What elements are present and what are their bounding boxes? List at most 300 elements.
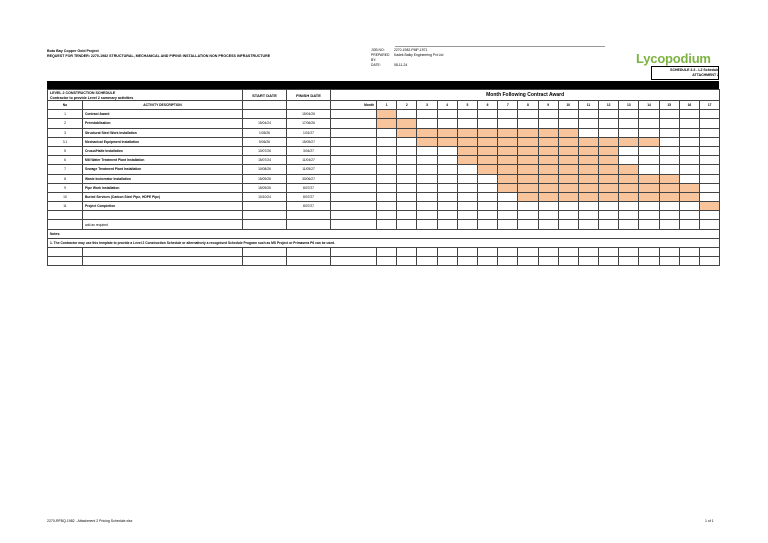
finish-date: 30/06/27 <box>287 174 331 183</box>
gantt-cell <box>417 174 437 183</box>
gantt-cell <box>477 119 497 128</box>
gantt-bar-cell <box>498 165 518 174</box>
gantt-bar-cell <box>498 156 518 165</box>
gantt-cell <box>498 119 518 128</box>
gantt-cell <box>679 110 699 119</box>
prepared-label: PREPARED BY: <box>371 53 390 62</box>
blank-cell <box>457 248 477 257</box>
gantt-cell <box>659 119 679 128</box>
blank-cell <box>700 257 720 266</box>
blank-cell <box>397 257 417 266</box>
blank-cell <box>377 257 397 266</box>
gantt-cell <box>659 202 679 211</box>
gantt-cell <box>619 146 639 155</box>
month-following-header: Month Following Contract Award <box>331 90 720 101</box>
blank-cell <box>679 220 699 229</box>
gantt-bar-cell <box>700 202 720 211</box>
gantt-cell <box>679 202 699 211</box>
gantt-cell <box>659 165 679 174</box>
gantt-bar-cell <box>599 156 619 165</box>
gantt-bar-cell <box>538 146 558 155</box>
finish-date: 8/07/27 <box>287 192 331 201</box>
gantt-cell <box>639 202 659 211</box>
gantt-bar-cell <box>397 119 417 128</box>
gantt-cell <box>397 183 417 192</box>
month-label-blank <box>331 165 377 174</box>
blank-cell <box>437 257 457 266</box>
gantt-cell <box>477 183 497 192</box>
add-as-required: add as required <box>83 220 243 229</box>
gantt-bar-cell <box>578 183 598 192</box>
footer-page: 1 of 1 <box>705 519 714 523</box>
gantt-cell <box>599 119 619 128</box>
finish-date: 3/04/27 <box>287 146 331 155</box>
gantt-bar-cell <box>457 146 477 155</box>
blank-cell <box>287 211 331 220</box>
row-number: 3.1 <box>48 137 83 146</box>
blank-row <box>48 211 720 220</box>
start-date: 1/05/26 <box>243 128 287 137</box>
blank-cell <box>619 248 639 257</box>
month-label: Month <box>331 101 377 110</box>
blank-cell <box>619 220 639 229</box>
gantt-bar-cell <box>498 128 518 137</box>
gantt-cell <box>679 174 699 183</box>
finish-header-blank <box>287 101 331 110</box>
gantt-bar-cell <box>477 137 497 146</box>
month-header: 1 <box>377 101 397 110</box>
start-date: 10/07/26 <box>243 146 287 155</box>
blank-cell <box>599 248 619 257</box>
month-label-blank <box>331 183 377 192</box>
gantt-cell <box>578 110 598 119</box>
gantt-bar-cell <box>498 183 518 192</box>
blank-cell <box>477 220 497 229</box>
gantt-cell <box>417 183 437 192</box>
month-label-blank <box>331 146 377 155</box>
gantt-cell <box>377 137 397 146</box>
blank-cell <box>377 220 397 229</box>
month-header: 11 <box>578 101 598 110</box>
row-number: 8 <box>48 174 83 183</box>
gantt-cell <box>477 202 497 211</box>
gantt-cell <box>417 156 437 165</box>
blank-cell <box>417 257 437 266</box>
gantt-bar-cell <box>679 183 699 192</box>
blank-cell <box>619 257 639 266</box>
gantt-cell <box>700 192 720 201</box>
level-subtitle: Contractor to provide Level 2 summary activities <box>50 95 134 100</box>
gantt-bar-cell <box>397 128 417 137</box>
activity-description: Sewage Treatment Plant Installation <box>83 165 243 174</box>
blank-cell <box>679 248 699 257</box>
month-header: 14 <box>639 101 659 110</box>
gantt-bar-cell <box>417 128 437 137</box>
gantt-cell <box>700 183 720 192</box>
gantt-bar-cell <box>599 165 619 174</box>
gantt-bar-cell <box>518 156 538 165</box>
row-number: 2 <box>48 119 83 128</box>
row-number: 10 <box>48 192 83 201</box>
blank-cell <box>679 211 699 220</box>
gantt-bar-cell <box>659 192 679 201</box>
gantt-bar-cell <box>518 165 538 174</box>
start-date: 5/06/26 <box>243 137 287 146</box>
start-date: 10/10/24 <box>243 192 287 201</box>
finish-date: 8/07/27 <box>287 183 331 192</box>
level-title-cell <box>48 90 243 101</box>
gantt-cell <box>377 165 397 174</box>
gantt-bar-cell <box>538 165 558 174</box>
row-number: 3 <box>48 128 83 137</box>
row-number: 9 <box>48 183 83 192</box>
blank-cell <box>599 220 619 229</box>
month-header: 6 <box>477 101 497 110</box>
gantt-bar-cell <box>518 183 538 192</box>
gantt-cell <box>639 165 659 174</box>
month-header: 3 <box>417 101 437 110</box>
gantt-bar-cell <box>619 165 639 174</box>
gantt-bar-cell <box>639 183 659 192</box>
blank-cell <box>331 211 377 220</box>
gantt-cell <box>397 192 417 201</box>
gantt-cell <box>679 137 699 146</box>
notes-label-row <box>48 229 720 238</box>
gantt-cell <box>377 183 397 192</box>
blank-cell <box>639 257 659 266</box>
date-value: 08-11-24 <box>394 63 408 67</box>
blank-cell <box>48 211 83 220</box>
gantt-bar-cell <box>558 146 578 155</box>
blank-cell <box>417 211 437 220</box>
blank-cell <box>498 248 518 257</box>
activity-description: Contract Award <box>83 110 243 119</box>
activity-description: Mill Water Treatment Plant Installation <box>83 156 243 165</box>
schedule-row <box>48 183 720 192</box>
blank-cell <box>331 248 377 257</box>
gantt-bar-cell <box>558 174 578 183</box>
gantt-cell <box>578 128 598 137</box>
gantt-bar-cell <box>659 183 679 192</box>
gantt-bar-cell <box>599 146 619 155</box>
blank-cell <box>437 248 457 257</box>
gantt-cell <box>518 202 538 211</box>
blank-cell <box>417 248 437 257</box>
month-label-blank <box>331 156 377 165</box>
blank-cell <box>397 248 417 257</box>
month-header: 2 <box>397 101 417 110</box>
schedule-row <box>48 192 720 201</box>
project-name: Boto Bay Copper Gold Project <box>47 49 99 53</box>
gantt-cell <box>377 156 397 165</box>
gantt-bar-cell <box>599 137 619 146</box>
gantt-cell <box>679 156 699 165</box>
start-header-blank <box>243 101 287 110</box>
gantt-cell <box>417 165 437 174</box>
gantt-bar-cell <box>417 137 437 146</box>
blank-cell <box>518 220 538 229</box>
gantt-cell <box>619 128 639 137</box>
blank-cell <box>243 257 287 266</box>
gantt-bar-cell <box>538 128 558 137</box>
gantt-bar-cell <box>457 128 477 137</box>
gantt-cell <box>457 192 477 201</box>
blank-cell <box>518 257 538 266</box>
gantt-cell <box>700 119 720 128</box>
gantt-cell <box>639 128 659 137</box>
gantt-bar-cell <box>639 192 659 201</box>
gantt-bar-cell <box>558 183 578 192</box>
schedule-row <box>48 174 720 183</box>
gantt-bar-cell <box>558 192 578 201</box>
attachment-label: ATTACHMENT 2 <box>692 73 719 77</box>
blank-cell <box>558 211 578 220</box>
blank-cell <box>83 248 243 257</box>
gantt-cell <box>397 165 417 174</box>
gantt-cell <box>457 174 477 183</box>
gantt-cell <box>659 146 679 155</box>
start-date-header: START DATE <box>243 90 287 101</box>
header-rule <box>395 46 605 47</box>
gantt-cell <box>659 137 679 146</box>
blank-cell <box>659 248 679 257</box>
gantt-cell <box>700 128 720 137</box>
gantt-bar-cell <box>377 119 397 128</box>
blank-cell <box>48 248 83 257</box>
blank-cell <box>599 211 619 220</box>
blank-cell <box>287 248 331 257</box>
blank-cell <box>498 211 518 220</box>
gantt-cell <box>619 202 639 211</box>
schedule-row <box>48 110 720 119</box>
gantt-bar-cell <box>578 137 598 146</box>
row-number: 1 <box>48 110 83 119</box>
start-date: 10/08/26 <box>243 165 287 174</box>
month-header: 10 <box>558 101 578 110</box>
blank-cell <box>679 257 699 266</box>
blank-cell <box>417 220 437 229</box>
gantt-cell <box>397 137 417 146</box>
blank-cell <box>437 220 457 229</box>
gantt-bar-cell <box>578 165 598 174</box>
activity-description: Waste Incinerator Installation <box>83 174 243 183</box>
finish-date: 11/05/27 <box>287 165 331 174</box>
blank-cell <box>700 220 720 229</box>
gantt-cell <box>477 174 497 183</box>
blank-cell <box>377 248 397 257</box>
gantt-cell <box>639 119 659 128</box>
month-label-blank <box>331 128 377 137</box>
header-meta <box>371 48 443 68</box>
blank-cell <box>538 211 558 220</box>
blank-cell <box>243 248 287 257</box>
gantt-cell <box>377 128 397 137</box>
gantt-bar-cell <box>558 128 578 137</box>
month-label-blank <box>331 174 377 183</box>
blank-cell <box>83 257 243 266</box>
gantt-bar-cell <box>377 110 397 119</box>
gantt-bar-cell <box>558 137 578 146</box>
gantt-bar-cell <box>518 128 538 137</box>
gantt-cell <box>437 174 457 183</box>
note-1-row <box>48 238 720 247</box>
gantt-bar-cell <box>599 183 619 192</box>
footer-filename: 2270-RFBQ-1982 - Attachment 2 Pricing Schedule.xlsx <box>47 519 133 523</box>
blank-cell <box>287 220 331 229</box>
finish-date-header: FINISH DATE <box>287 90 331 101</box>
blank-cell <box>538 257 558 266</box>
blank-cell <box>538 220 558 229</box>
gantt-cell <box>457 165 477 174</box>
blank-cell <box>659 211 679 220</box>
request-title: REQUEST FOR TENDER: 2270-1982 STRUCTURAL, MECHANICAL AND PIPING INSTALLATION NON PROCESS INFRASTRUCTURE <box>47 54 271 58</box>
gantt-cell <box>700 146 720 155</box>
activity-description: Preestablisation <box>83 119 243 128</box>
gantt-bar-cell <box>679 192 699 201</box>
gantt-cell <box>639 146 659 155</box>
month-header: 16 <box>679 101 699 110</box>
gantt-cell <box>538 202 558 211</box>
gantt-bar-cell <box>558 165 578 174</box>
gantt-cell <box>397 202 417 211</box>
gantt-cell <box>599 110 619 119</box>
gantt-cell <box>619 119 639 128</box>
start-date: 15/07/24 <box>243 156 287 165</box>
blank-row <box>48 257 720 266</box>
activity-description: Project Completion <box>83 202 243 211</box>
activity-description: Crusoi/Haite Installation <box>83 146 243 155</box>
no-header: No <box>48 101 83 110</box>
gantt-bar-cell <box>498 146 518 155</box>
gantt-cell <box>659 110 679 119</box>
row-number: 7 <box>48 165 83 174</box>
month-label-blank <box>331 192 377 201</box>
gantt-cell <box>659 156 679 165</box>
gantt-bar-cell <box>518 192 538 201</box>
month-header: 13 <box>619 101 639 110</box>
gantt-cell <box>437 202 457 211</box>
gantt-cell <box>397 146 417 155</box>
gantt-cell <box>437 192 457 201</box>
gantt-cell <box>700 156 720 165</box>
blank-cell <box>518 211 538 220</box>
gantt-bar-cell <box>477 156 497 165</box>
schedule-title: SCHEDULE 3.3 - L2 Schedule <box>670 68 719 72</box>
gantt-cell <box>377 146 397 155</box>
gantt-bar-cell <box>477 128 497 137</box>
blank-cell <box>578 220 598 229</box>
gantt-cell <box>498 192 518 201</box>
row-number: 5 <box>48 146 83 155</box>
notes-label: Notes: <box>48 229 720 238</box>
gantt-cell <box>417 146 437 155</box>
blank-cell <box>498 257 518 266</box>
job-no-value: 2270-1982-PMP-1971 <box>394 48 428 52</box>
blank-cell <box>457 220 477 229</box>
blank-cell <box>578 248 598 257</box>
month-header: 9 <box>538 101 558 110</box>
gantt-cell <box>599 128 619 137</box>
gantt-bar-cell <box>518 146 538 155</box>
gantt-cell <box>377 202 397 211</box>
gantt-cell <box>498 202 518 211</box>
gantt-cell <box>659 128 679 137</box>
prepared-value: Kadek Balky Engineering Pvt Ltd <box>394 53 444 57</box>
month-header: 17 <box>700 101 720 110</box>
gantt-cell <box>417 119 437 128</box>
gantt-cell <box>417 110 437 119</box>
gantt-bar-cell <box>659 174 679 183</box>
gantt-bar-cell <box>538 156 558 165</box>
header-left <box>47 49 270 59</box>
schedule-table <box>47 89 720 266</box>
gantt-bar-cell <box>538 183 558 192</box>
gantt-cell <box>518 110 538 119</box>
blank-cell <box>477 248 497 257</box>
finish-date: 1/01/27 <box>287 128 331 137</box>
gantt-bar-cell <box>619 192 639 201</box>
blank-cell <box>243 220 287 229</box>
month-label-blank <box>331 110 377 119</box>
activity-description: Structural Steel Work Installation <box>83 128 243 137</box>
gantt-bar-cell <box>558 156 578 165</box>
blank-cell <box>700 248 720 257</box>
month-header: 5 <box>457 101 477 110</box>
gantt-cell <box>700 165 720 174</box>
gantt-bar-cell <box>578 174 598 183</box>
gantt-cell <box>679 128 699 137</box>
blank-cell <box>48 257 83 266</box>
gantt-cell <box>639 156 659 165</box>
blank-cell <box>619 211 639 220</box>
gantt-cell <box>639 110 659 119</box>
gantt-cell <box>578 202 598 211</box>
date-label: DATE: <box>371 63 381 67</box>
add-as-required-row <box>48 220 720 229</box>
gantt-bar-cell <box>518 137 538 146</box>
gantt-bar-cell <box>578 156 598 165</box>
gantt-bar-cell <box>578 146 598 155</box>
activity-header: ACTIVITY DESCRIPTION <box>83 101 243 110</box>
schedule-label <box>651 68 719 78</box>
activity-description: Pipe Work Installation <box>83 183 243 192</box>
gantt-bar-cell <box>639 174 659 183</box>
gantt-bar-cell <box>578 192 598 201</box>
gantt-bar-cell <box>619 183 639 192</box>
gantt-cell <box>417 192 437 201</box>
gantt-cell <box>457 110 477 119</box>
gantt-bar-cell <box>498 174 518 183</box>
gantt-cell <box>619 156 639 165</box>
gantt-cell <box>558 110 578 119</box>
blank-cell <box>558 248 578 257</box>
gantt-bar-cell <box>518 174 538 183</box>
month-header: 8 <box>518 101 538 110</box>
month-header: 4 <box>437 101 457 110</box>
blank-cell <box>287 257 331 266</box>
blank-cell <box>397 220 417 229</box>
gantt-cell <box>700 110 720 119</box>
blank-cell <box>377 211 397 220</box>
month-header: 15 <box>659 101 679 110</box>
blank-cell <box>477 211 497 220</box>
blank-cell <box>457 257 477 266</box>
schedule-row <box>48 119 720 128</box>
start-date: 15/09/26 <box>243 183 287 192</box>
header-black-bar <box>47 81 719 89</box>
gantt-bar-cell <box>477 146 497 155</box>
blank-cell <box>331 220 377 229</box>
